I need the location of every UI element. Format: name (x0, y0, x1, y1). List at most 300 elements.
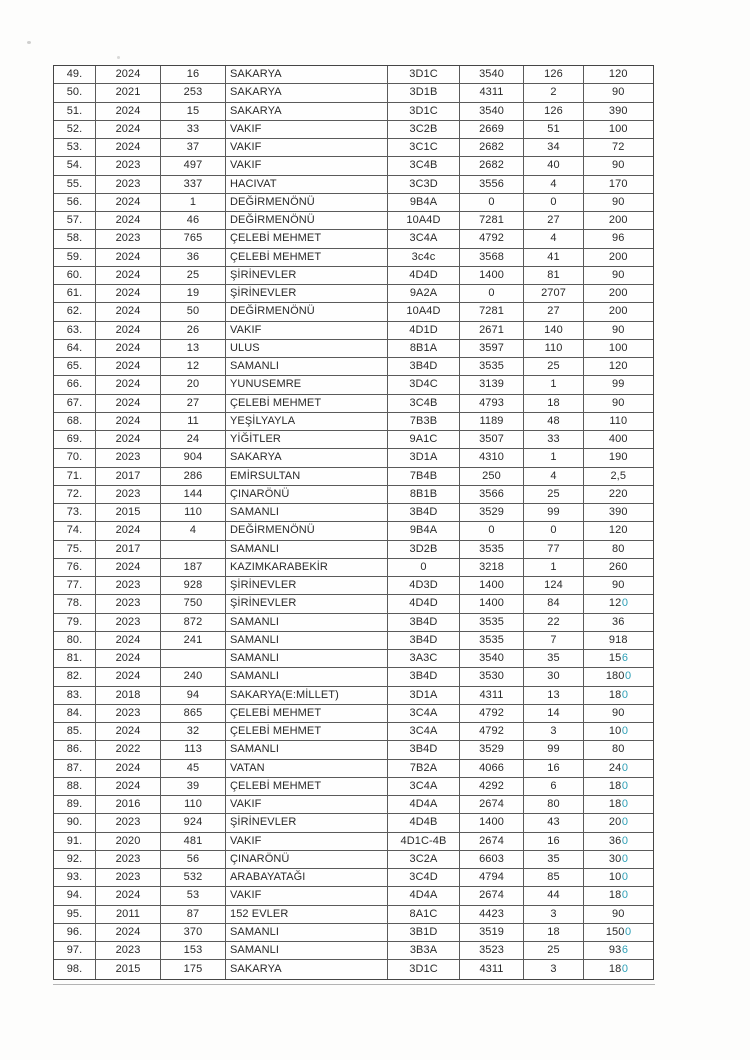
cell-code: 3D1C (388, 66, 460, 83)
table-row (54, 814, 653, 832)
cell-row-number: 92. (54, 851, 96, 868)
cell-value-3 (584, 741, 653, 758)
cell-value-3 (584, 650, 653, 667)
cell-year: 2024 (96, 559, 161, 576)
cell-value-3 (584, 504, 653, 521)
cell-value-1: 1400 (460, 814, 524, 831)
cell-row-number: 64. (54, 340, 96, 357)
table-row (54, 942, 653, 960)
cell-value-3-text: 918 (608, 633, 628, 646)
cell-neighborhood-name: ULUS (226, 340, 388, 357)
cell-value-3 (584, 322, 653, 339)
cell-count: 113 (161, 741, 226, 758)
cell-value-3 (584, 449, 653, 466)
cell-year: 2024 (96, 668, 161, 685)
cell-value-3-text: 100 (608, 341, 628, 354)
cell-code: 3B4D (388, 614, 460, 631)
cell-year: 2017 (96, 541, 161, 558)
table-row (54, 906, 653, 924)
cell-neighborhood-name: HACIVAT (226, 176, 388, 193)
cell-neighborhood-name: VAKIF (226, 121, 388, 138)
cell-value-1: 3540 (460, 66, 524, 83)
cell-year: 2023 (96, 157, 161, 174)
cell-code: 3C2B (388, 121, 460, 138)
table-row (54, 358, 653, 376)
cell-value-3 (584, 303, 653, 320)
cell-neighborhood-name: VAKIF (226, 322, 388, 339)
table-row (54, 741, 653, 759)
cell-row-number: 59. (54, 249, 96, 266)
cell-value-2: 13 (524, 687, 584, 704)
cell-value-1: 4310 (460, 449, 524, 466)
cell-code: 3B1D (388, 924, 460, 941)
cell-value-3 (584, 340, 653, 357)
cell-value-3 (584, 814, 653, 831)
cell-count: 25 (161, 267, 226, 284)
cell-code: 3B4D (388, 668, 460, 685)
cell-code: 9A2A (388, 285, 460, 302)
pen-digit: 0 (621, 725, 629, 738)
table-row (54, 84, 653, 102)
cell-row-number: 57. (54, 212, 96, 229)
cell-count: 175 (161, 960, 226, 978)
table-row (54, 650, 653, 668)
cell-neighborhood-name: SAMANLI (226, 650, 388, 667)
cell-value-1: 3540 (460, 650, 524, 667)
pen-digit: 0 (621, 889, 629, 902)
cell-row-number: 88. (54, 778, 96, 795)
cell-value-2: 4 (524, 230, 584, 247)
cell-code: 3B4D (388, 358, 460, 375)
cell-row-number: 85. (54, 723, 96, 740)
cell-value-3 (584, 924, 653, 941)
table-row (54, 285, 653, 303)
cell-year: 2024 (96, 413, 161, 430)
cell-row-number: 90. (54, 814, 96, 831)
cell-row-number: 55. (54, 176, 96, 193)
cell-count: 46 (161, 212, 226, 229)
table-row (54, 212, 653, 230)
cell-count: 872 (161, 614, 226, 631)
cell-neighborhood-name: VATAN (226, 760, 388, 777)
cell-code: 3C4D (388, 869, 460, 886)
cell-code: 3D2B (388, 541, 460, 558)
cell-value-1: 7281 (460, 303, 524, 320)
cell-value-3-text: 36 (608, 834, 622, 847)
cell-neighborhood-name: SAMANLI (226, 632, 388, 649)
cell-year: 2023 (96, 851, 161, 868)
cell-year: 2024 (96, 723, 161, 740)
cell-value-3-text: 390 (608, 104, 628, 117)
cell-value-3 (584, 614, 653, 631)
cell-code: 4D3D (388, 577, 460, 594)
cell-value-3 (584, 413, 653, 430)
cell-row-number: 84. (54, 705, 96, 722)
cell-neighborhood-name: DEĞİRMENÖNÜ (226, 303, 388, 320)
cell-neighborhood-name: SAKARYA (226, 449, 388, 466)
cell-neighborhood-name: EMİRSULTAN (226, 468, 388, 485)
cell-count: 36 (161, 249, 226, 266)
cell-neighborhood-name: ŞİRİNEVLER (226, 577, 388, 594)
scan-speck (27, 41, 31, 44)
cell-year: 2024 (96, 267, 161, 284)
cell-neighborhood-name: SAKARYA (226, 103, 388, 120)
table-row (54, 778, 653, 796)
table-row (54, 267, 653, 285)
pen-digit: 0 (621, 962, 629, 975)
cell-value-3 (584, 103, 653, 120)
table-row (54, 66, 653, 84)
cell-value-2: 7 (524, 632, 584, 649)
cell-row-number: 74. (54, 522, 96, 539)
cell-value-3-text: 80 (612, 542, 625, 555)
cell-year: 2023 (96, 230, 161, 247)
cell-value-1: 3530 (460, 668, 524, 685)
cell-code: 3C2A (388, 851, 460, 868)
cell-neighborhood-name: DEĞİRMENÖNÜ (226, 212, 388, 229)
table-row (54, 157, 653, 175)
cell-value-3-text: 10 (608, 871, 622, 884)
table-row (54, 614, 653, 632)
cell-row-number: 86. (54, 741, 96, 758)
cell-value-2: 99 (524, 504, 584, 521)
table-row (54, 449, 653, 467)
cell-year: 2024 (96, 358, 161, 375)
cell-value-3-text: 90 (612, 396, 625, 409)
cell-neighborhood-name: VAKIF (226, 139, 388, 156)
cell-value-3 (584, 851, 653, 868)
cell-value-1: 1400 (460, 595, 524, 612)
cell-value-2: 25 (524, 942, 584, 959)
cell-value-1: 4423 (460, 906, 524, 923)
cell-value-3 (584, 723, 653, 740)
cell-value-3-text: 72 (612, 141, 625, 154)
cell-count: 187 (161, 559, 226, 576)
cell-count: 865 (161, 705, 226, 722)
cell-count: 497 (161, 157, 226, 174)
table-row (54, 723, 653, 741)
cell-neighborhood-name: ARABAYATAĞI (226, 869, 388, 886)
cell-value-3 (584, 176, 653, 193)
cell-neighborhood-name: SAMANLI (226, 504, 388, 521)
cell-count: 87 (161, 906, 226, 923)
cell-neighborhood-name: VAKIF (226, 887, 388, 904)
cell-row-number: 75. (54, 541, 96, 558)
cell-row-number: 94. (54, 887, 96, 904)
cell-row-number: 73. (54, 504, 96, 521)
cell-value-3-text: 200 (608, 287, 628, 300)
cell-count: 20 (161, 376, 226, 393)
cell-code: 3D1A (388, 449, 460, 466)
cell-count: 56 (161, 851, 226, 868)
cell-row-number: 51. (54, 103, 96, 120)
cell-value-3 (584, 559, 653, 576)
cell-neighborhood-name: SAMANLI (226, 668, 388, 685)
cell-value-1: 4311 (460, 84, 524, 101)
cell-code: 3C4A (388, 723, 460, 740)
cell-value-3 (584, 541, 653, 558)
cell-code: 8B1B (388, 486, 460, 503)
table-row (54, 887, 653, 905)
cell-count: 32 (161, 723, 226, 740)
cell-value-3-text: 12 (608, 597, 622, 610)
cell-count: 144 (161, 486, 226, 503)
cell-value-1: 3519 (460, 924, 524, 941)
cell-row-number: 68. (54, 413, 96, 430)
cell-row-number: 71. (54, 468, 96, 485)
cell-neighborhood-name: ŞİRİNEVLER (226, 285, 388, 302)
cell-code: 3C4A (388, 705, 460, 722)
cell-value-1: 3523 (460, 942, 524, 959)
cell-value-2: 84 (524, 595, 584, 612)
cell-year: 2024 (96, 340, 161, 357)
cell-count (161, 541, 226, 558)
table-row (54, 559, 653, 577)
cell-value-1: 3535 (460, 358, 524, 375)
cell-row-number: 52. (54, 121, 96, 138)
cell-neighborhood-name: DEĞİRMENÖNÜ (226, 522, 388, 539)
cell-year: 2024 (96, 66, 161, 83)
cell-value-2: 34 (524, 139, 584, 156)
cell-value-1: 4292 (460, 778, 524, 795)
cell-value-2: 41 (524, 249, 584, 266)
cell-code: 4D4D (388, 267, 460, 284)
cell-neighborhood-name: SAKARYA (226, 960, 388, 978)
cell-count: 240 (161, 668, 226, 685)
cell-value-3-text: 10 (608, 725, 622, 738)
cell-year: 2024 (96, 322, 161, 339)
cell-year: 2024 (96, 887, 161, 904)
cell-count: 50 (161, 303, 226, 320)
cell-year: 2023 (96, 449, 161, 466)
cell-value-2: 30 (524, 668, 584, 685)
cell-count: 904 (161, 449, 226, 466)
pen-digit: 0 (621, 761, 629, 774)
cell-year: 2024 (96, 285, 161, 302)
cell-value-3 (584, 833, 653, 850)
cell-row-number: 98. (54, 960, 96, 978)
cell-value-3 (584, 431, 653, 448)
cell-value-3 (584, 84, 653, 101)
cell-count: 45 (161, 760, 226, 777)
cell-count: 110 (161, 796, 226, 813)
cell-count: 94 (161, 687, 226, 704)
cell-count: 4 (161, 522, 226, 539)
cell-code: 7B3B (388, 413, 460, 430)
cell-count: 53 (161, 887, 226, 904)
table-row (54, 139, 653, 157)
table-row (54, 705, 653, 723)
table-row (54, 121, 653, 139)
cell-code: 7B2A (388, 760, 460, 777)
cell-value-1: 3556 (460, 176, 524, 193)
cell-row-number: 62. (54, 303, 96, 320)
cell-value-2: 99 (524, 741, 584, 758)
cell-code: 4D4D (388, 595, 460, 612)
cell-value-3 (584, 395, 653, 412)
cell-year: 2024 (96, 103, 161, 120)
cell-neighborhood-name: ÇELEBİ MEHMET (226, 230, 388, 247)
cell-year: 2024 (96, 249, 161, 266)
cell-value-3 (584, 705, 653, 722)
cell-value-1: 250 (460, 468, 524, 485)
cell-value-2: 124 (524, 577, 584, 594)
table-row (54, 522, 653, 540)
cell-code: 3C4B (388, 395, 460, 412)
cell-row-number: 58. (54, 230, 96, 247)
cell-count: 37 (161, 139, 226, 156)
table-row (54, 376, 653, 394)
cell-value-1: 2674 (460, 796, 524, 813)
cell-value-2: 0 (524, 194, 584, 211)
cell-value-1: 2682 (460, 157, 524, 174)
cell-year: 2024 (96, 376, 161, 393)
cell-code: 4D1D (388, 322, 460, 339)
cell-value-1: 3535 (460, 614, 524, 631)
cell-value-1: 3529 (460, 741, 524, 758)
table-row (54, 687, 653, 705)
cell-neighborhood-name: SAMANLI (226, 741, 388, 758)
cell-value-2: 4 (524, 468, 584, 485)
cell-neighborhood-name: SAMANLI (226, 614, 388, 631)
cell-code: 3B4D (388, 741, 460, 758)
cell-value-3 (584, 486, 653, 503)
cell-value-2: 80 (524, 796, 584, 813)
cell-value-3-text: 24 (608, 761, 622, 774)
cell-value-1: 4793 (460, 395, 524, 412)
cell-value-3 (584, 869, 653, 886)
cell-value-3-text: 200 (608, 305, 628, 318)
cell-value-1: 0 (460, 285, 524, 302)
cell-value-2: 6 (524, 778, 584, 795)
cell-value-3-text: 30 (608, 852, 622, 865)
cell-year: 2023 (96, 595, 161, 612)
cell-value-3-text: 36 (612, 615, 625, 628)
cell-value-3-text: 90 (612, 706, 625, 719)
scan-speck (117, 56, 120, 59)
cell-value-2: 0 (524, 522, 584, 539)
cell-value-2: 35 (524, 851, 584, 868)
cell-value-1: 1400 (460, 577, 524, 594)
table-row (54, 303, 653, 321)
cell-count: 33 (161, 121, 226, 138)
cell-value-3 (584, 778, 653, 795)
cell-row-number: 87. (54, 760, 96, 777)
cell-neighborhood-name: ŞİRİNEVLER (226, 814, 388, 831)
table-row (54, 577, 653, 595)
cell-value-2: 126 (524, 66, 584, 83)
cell-value-2: 110 (524, 340, 584, 357)
table-row (54, 176, 653, 194)
cell-neighborhood-name: ÇELEBİ MEHMET (226, 723, 388, 740)
cell-code: 4D4A (388, 796, 460, 813)
cell-row-number: 95. (54, 906, 96, 923)
cell-count: 481 (161, 833, 226, 850)
cell-value-2: 22 (524, 614, 584, 631)
cell-value-1: 4311 (460, 960, 524, 978)
cell-value-1: 2674 (460, 887, 524, 904)
cell-code: 3D1B (388, 84, 460, 101)
cell-value-3 (584, 760, 653, 777)
table-row (54, 395, 653, 413)
cell-value-3 (584, 906, 653, 923)
cell-year: 2023 (96, 869, 161, 886)
cell-value-1: 3535 (460, 632, 524, 649)
cell-value-3-text: 80 (612, 743, 625, 756)
cell-value-2: 1 (524, 559, 584, 576)
cell-value-2: 40 (524, 157, 584, 174)
cell-row-number: 96. (54, 924, 96, 941)
cell-neighborhood-name: ÇINARÖNÜ (226, 486, 388, 503)
cell-value-1: 3507 (460, 431, 524, 448)
cell-code: 3B4D (388, 632, 460, 649)
cell-value-1: 2674 (460, 833, 524, 850)
cell-year: 2024 (96, 121, 161, 138)
cell-value-3-text: 2,5 (610, 469, 627, 482)
cell-row-number: 53. (54, 139, 96, 156)
cell-neighborhood-name: SAKARYA (226, 84, 388, 101)
cell-value-3 (584, 468, 653, 485)
cell-value-3 (584, 796, 653, 813)
cell-value-3-text: 200 (608, 250, 628, 263)
cell-neighborhood-name: SAMANLI (226, 942, 388, 959)
pen-digit: 0 (624, 670, 632, 683)
cell-count: 15 (161, 103, 226, 120)
cell-code: 10A4D (388, 212, 460, 229)
cell-value-1: 3597 (460, 340, 524, 357)
cell-value-3 (584, 960, 653, 978)
cell-code: 3A3C (388, 650, 460, 667)
table-row (54, 249, 653, 267)
cell-row-number: 60. (54, 267, 96, 284)
cell-value-1: 2682 (460, 139, 524, 156)
cell-row-number: 56. (54, 194, 96, 211)
cell-neighborhood-name: ÇINARÖNÜ (226, 851, 388, 868)
cell-value-3 (584, 887, 653, 904)
cell-value-3 (584, 522, 653, 539)
cell-value-2: 25 (524, 358, 584, 375)
cell-value-3 (584, 212, 653, 229)
records-table (53, 65, 654, 980)
cell-code: 3B3A (388, 942, 460, 959)
table-row (54, 632, 653, 650)
cell-value-2: 85 (524, 869, 584, 886)
cell-value-3 (584, 285, 653, 302)
cell-row-number: 77. (54, 577, 96, 594)
cell-value-2: 27 (524, 212, 584, 229)
cell-row-number: 79. (54, 614, 96, 631)
cell-value-2: 140 (524, 322, 584, 339)
cell-row-number: 97. (54, 942, 96, 959)
cell-year: 2015 (96, 504, 161, 521)
cell-year: 2024 (96, 924, 161, 941)
cell-year: 2024 (96, 194, 161, 211)
cell-value-2: 3 (524, 906, 584, 923)
cell-value-3-text: 20 (608, 816, 622, 829)
cell-neighborhood-name: VAKIF (226, 833, 388, 850)
table-row (54, 504, 653, 522)
cell-value-1: 4792 (460, 230, 524, 247)
cell-value-3-text: 120 (608, 68, 628, 81)
cell-year: 2024 (96, 139, 161, 156)
cell-count (161, 650, 226, 667)
cell-neighborhood-name: YİĞİTLER (226, 431, 388, 448)
cell-neighborhood-name: DEĞİRMENÖNÜ (226, 194, 388, 211)
cell-value-2: 18 (524, 395, 584, 412)
cell-row-number: 49. (54, 66, 96, 83)
cell-value-3-text: 120 (608, 360, 628, 373)
cell-value-3-text: 390 (608, 506, 628, 519)
